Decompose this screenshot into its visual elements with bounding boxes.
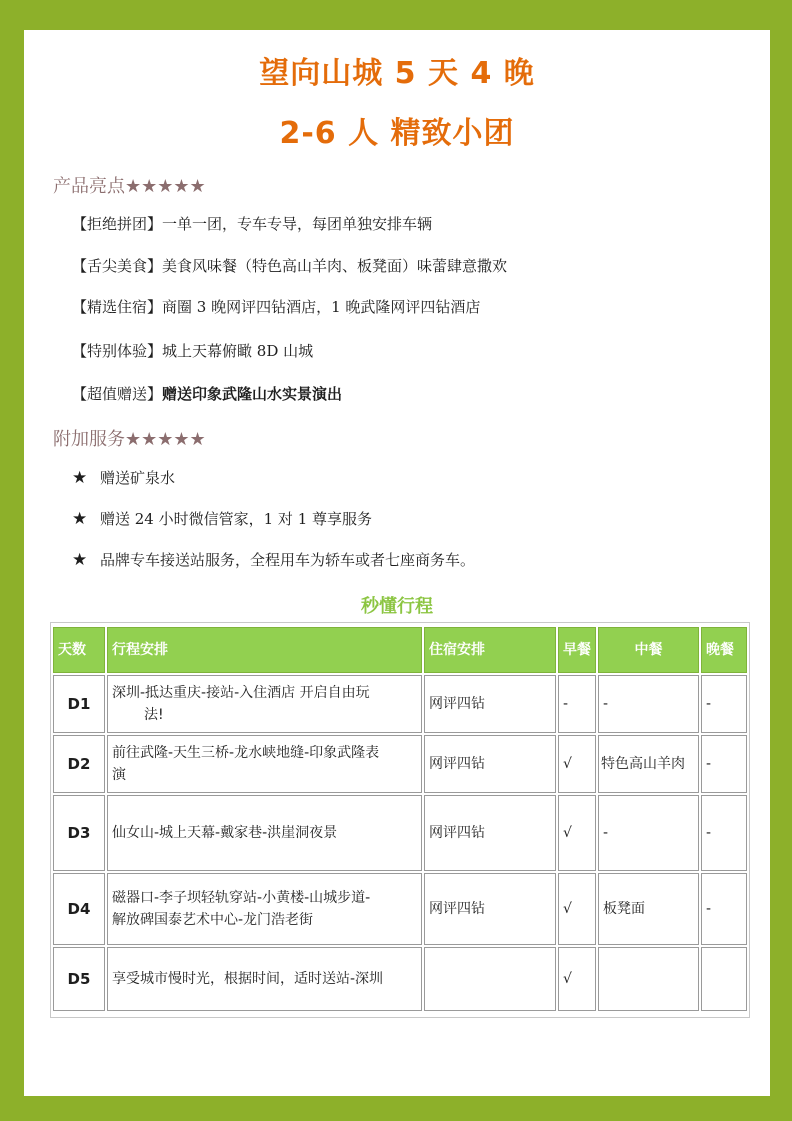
highlight-text: 城上天幕俯瞰 8D 山城 xyxy=(162,342,314,360)
highlight-text: 赠送印象武隆山水实景演出 xyxy=(162,385,343,403)
document-page xyxy=(24,30,770,1096)
table-row-hotel: 网评四钻 xyxy=(424,675,556,733)
plan-line: 磁器口-李子坝轻轨穿站-小黄楼-山城步道- xyxy=(112,890,371,906)
service-item xyxy=(72,508,372,529)
service-text: 品牌专车接送站服务，全程用车为轿车或者七座商务车。 xyxy=(100,551,476,569)
table-row-hotel: 网评四钻 xyxy=(424,873,556,945)
highlights-stars: ★★★★★ xyxy=(125,176,206,197)
table-row-day: D2 xyxy=(53,735,105,793)
title-line-2: 2-6 人 精致小团 xyxy=(279,116,515,151)
table-row-plan xyxy=(107,795,422,871)
star-bullet-icon: ★ xyxy=(72,468,88,488)
services-stars: ★★★★★ xyxy=(125,429,206,450)
header-breakfast: 早餐 xyxy=(558,627,596,673)
highlight-text: 美食风味餐（特色高山羊肉、板凳面）味蕾肆意撒欢 xyxy=(162,257,508,275)
service-item xyxy=(72,549,475,570)
table-row-plan xyxy=(107,873,422,945)
table-row-breakfast: √ xyxy=(558,795,596,871)
table-row-hotel xyxy=(424,947,556,1011)
table-row-breakfast: √ xyxy=(558,735,596,793)
star-bullet-icon: ★ xyxy=(72,550,88,570)
highlights-heading-text: 产品亮点 xyxy=(53,176,125,197)
plan-line: 解放碑国泰艺术中心-龙门浩老街 xyxy=(112,912,314,928)
table-row-lunch: 特色高山羊肉 xyxy=(598,735,699,793)
table-row-breakfast: √ xyxy=(558,947,596,1011)
table-row-plan xyxy=(107,735,422,793)
table-row-lunch: - xyxy=(598,795,699,871)
header-dinner: 晚餐 xyxy=(701,627,747,673)
header-plan: 行程安排 xyxy=(107,627,422,673)
table-row-day: D5 xyxy=(53,947,105,1011)
service-text: 赠送矿泉水 xyxy=(100,469,176,487)
table-row-lunch: 板凳面 xyxy=(598,873,699,945)
plan-line: 深圳-抵达重庆-接站-入住酒店 开启自由玩 xyxy=(112,685,370,701)
itinerary-title: 秒懂行程 xyxy=(361,596,433,617)
highlight-item xyxy=(72,383,342,404)
highlights-heading xyxy=(53,172,206,198)
table-row-day: D4 xyxy=(53,873,105,945)
highlight-tag: 【舌尖美食】 xyxy=(72,257,163,275)
highlight-tag: 【超值赠送】 xyxy=(72,385,163,403)
table-row-dinner xyxy=(701,947,747,1011)
plan-line: 仙女山-城上天幕-戴家巷-洪崖洞夜景 xyxy=(112,825,338,841)
service-text: 赠送 24 小时微信管家，1 对 1 尊享服务 xyxy=(100,510,373,528)
plan-line: 前往武隆-天生三桥-龙水峡地缝-印象武隆表 xyxy=(112,745,380,761)
table-row-dinner: - xyxy=(701,675,747,733)
table-row-hotel: 网评四钻 xyxy=(424,735,556,793)
table-row-plan xyxy=(107,675,422,733)
title-line-1: 望向山城 5 天 4 晚 xyxy=(259,56,535,91)
highlight-tag: 【精选住宿】 xyxy=(72,298,163,316)
table-row-day: D3 xyxy=(53,795,105,871)
highlight-text: 商圈 3 晚网评四钻酒店，1 晚武隆网评四钻酒店 xyxy=(162,298,481,316)
header-hotel: 住宿安排 xyxy=(424,627,556,673)
plan-line: 法! xyxy=(144,707,164,723)
table-row-breakfast: √ xyxy=(558,873,596,945)
header-day: 天数 xyxy=(53,627,105,673)
table-row-hotel: 网评四钻 xyxy=(424,795,556,871)
highlight-item xyxy=(72,296,480,317)
header-lunch: 中餐 xyxy=(598,627,699,673)
services-heading-text: 附加服务 xyxy=(53,429,125,450)
table-row-day: D1 xyxy=(53,675,105,733)
plan-line: 享受城市慢时光，根据时间，适时送站-深圳 xyxy=(112,971,384,987)
plan-line: 演 xyxy=(112,767,126,783)
services-heading xyxy=(53,425,206,451)
table-row-plan xyxy=(107,947,422,1011)
service-item xyxy=(72,467,175,488)
itinerary-table xyxy=(50,622,750,1018)
table-row-lunch xyxy=(598,947,699,1011)
highlight-item xyxy=(72,340,313,361)
table-row-dinner: - xyxy=(701,873,747,945)
table-row-lunch: - xyxy=(598,675,699,733)
table-row-dinner: - xyxy=(701,795,747,871)
star-bullet-icon: ★ xyxy=(72,509,88,529)
table-row-dinner: - xyxy=(701,735,747,793)
highlight-tag: 【拒绝拼团】 xyxy=(72,215,163,233)
highlight-text: 一单一团，专车专导，每团单独安排车辆 xyxy=(162,215,433,233)
highlight-item xyxy=(72,255,507,276)
highlight-tag: 【特别体验】 xyxy=(72,342,163,360)
highlight-item xyxy=(72,213,432,234)
table-row-breakfast: - xyxy=(558,675,596,733)
